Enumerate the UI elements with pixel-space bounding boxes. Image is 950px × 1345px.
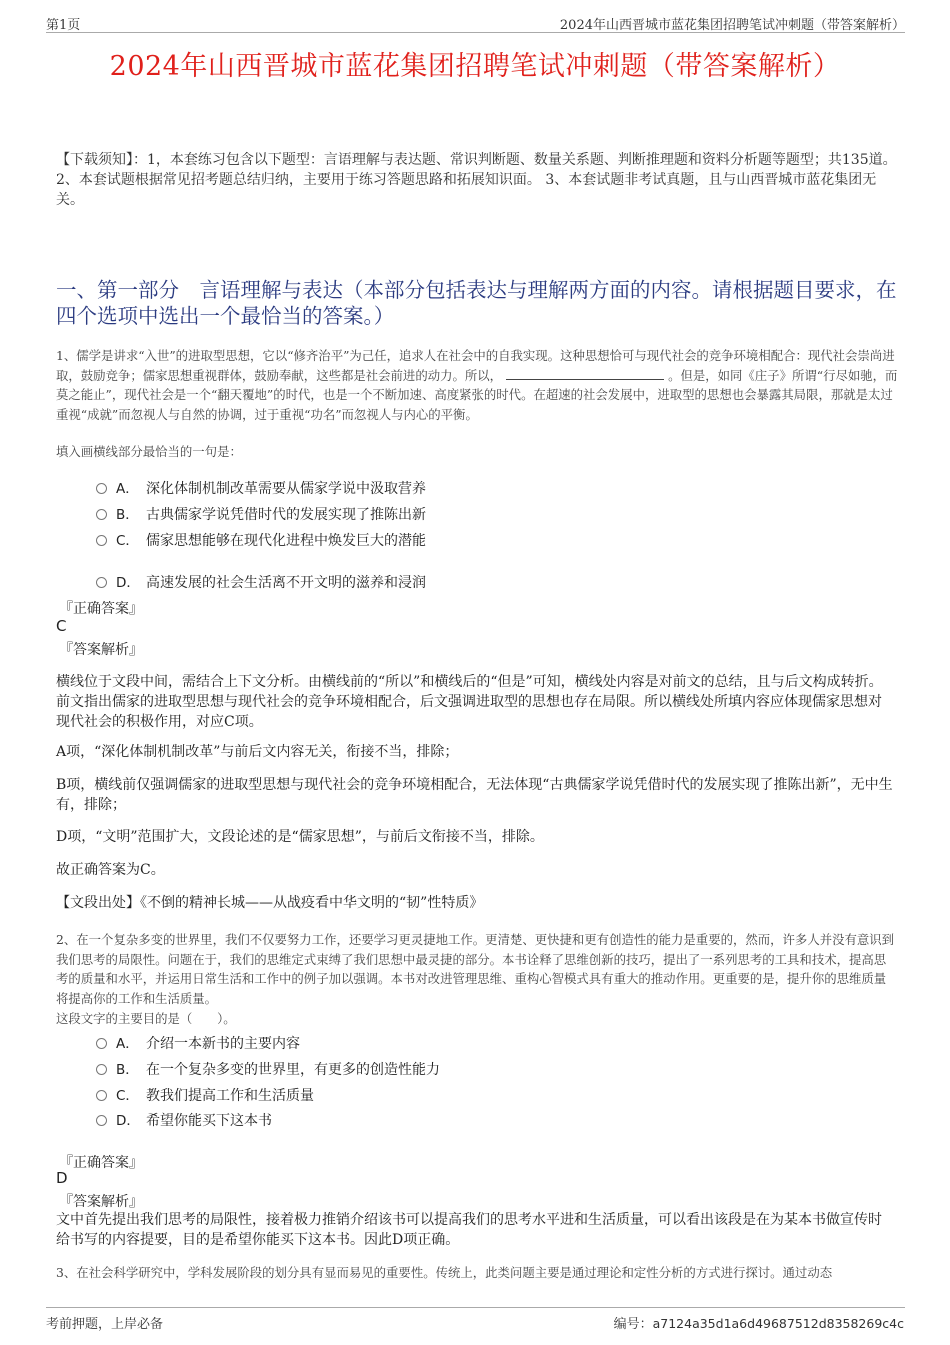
option-letter: B． — [116, 1062, 139, 1078]
question-1-conclusion: 故正确答案为C。 — [56, 862, 165, 878]
header-divider — [46, 32, 905, 33]
option-text: 希望你能买下这本书 — [146, 1113, 272, 1129]
option-text: 深化体制机制改革需要从儒家学说中汲取营养 — [146, 481, 426, 497]
question-3-stem: 3、在社会科学研究中，学科发展阶段的划分具有显而易见的重要性。传统上，此类问题主要是通过理论和定性分析的方式进行探讨。通过动态 — [56, 1265, 833, 1280]
radio-icon[interactable] — [96, 1064, 107, 1075]
question-1-analysis-a: A项，“深化体制机制改革”与前后文内容无关，衔接不当，排除； — [56, 744, 459, 760]
page-number: 第1页 — [46, 18, 81, 33]
option-text: 在一个复杂多变的世界里，有更多的创造性能力 — [146, 1062, 440, 1078]
option-text: 古典儒家学说凭借时代的发展实现了推陈出新 — [146, 507, 426, 523]
analysis-label: 『答案解析』 — [59, 1194, 143, 1210]
footer-divider — [46, 1307, 905, 1308]
radio-icon[interactable] — [96, 483, 107, 494]
question-1-stem — [56, 346, 898, 424]
option-letter: D． — [116, 1113, 140, 1129]
question-1-analysis-b: B项，横线前仅强调儒家的进取型思想与现代社会的竞争环境相配合，无法体现“古典儒家学说凭借时代的发展实现了推陈出新”，无中生有，排除； — [56, 777, 893, 813]
question-2-stem: 2、在一个复杂多变的世界里，我们不仅要努力工作，还要学习更灵捷地工作。更清楚、更快捷和更有创造性的能力是重要的，然而，许多人并没有意识到我们思考的局限性。问题在于，我们的思维定式束缚了我们思想中最灵捷的部分。本书诠释了思维创新的技巧，提出了一系列思考的工具和技术，提高思考的质量和水平，并运用日常生活和工作中的例子加以强调。本书对改进管理思维、重构心智模式具有重大的推动作用。更重要的是，提升你的思维质量将提高你的工作和生活质量。 — [56, 932, 895, 1006]
question-1-stem-part2: 。但是，如同《庄子》所谓“行尽如驰，而莫之能止”，现代社会是一个“翻天覆地”的时代，也是一个不断加速、高度紧张的时代。在超速的社会发展中，进取型的思想也会暴露其局限，那就是太过重视“成就”而忽视人与自然的协调，过于重视“功名”而忽视人与内心的平衡。 — [56, 367, 898, 422]
question-1-option-c[interactable] — [96, 529, 426, 550]
option-text: 介绍一本新书的主要内容 — [146, 1036, 300, 1052]
question-2-analysis: 文中首先提出我们思考的局限性，接着极力推销介绍该书可以提高我们的思考水平进和生活质量，可以看出该段是在为某本书做宣传时给书写的内容提要，目的是希望你能买下这本书。因此D项正确。 — [56, 1212, 882, 1248]
option-letter: D． — [116, 575, 140, 591]
correct-answer-label: 『正确答案』 — [59, 1155, 143, 1171]
radio-icon[interactable] — [96, 1115, 107, 1126]
download-notice: 【下载须知】：1，本套练习包含以下题型：言语理解与表达题、常识判断题、数量关系题、判断推理题和资料分析题等题型；共135道。 2、本套试题根据常见招考题总结归纳，主要用于练习答题思路和拓展知识面。 3、本套试题非考试真题，且与山西晋城市蓝花集团无关。 — [56, 152, 897, 208]
question-1-source: 【文段出处】《不倒的精神长城——从战疫看中华文明的“韧”性特质》 — [56, 895, 484, 911]
question-2-option-d[interactable] — [96, 1109, 272, 1130]
footer-slogan: 考前押题，上岸必备 — [46, 1317, 164, 1332]
question-2-option-b[interactable] — [96, 1058, 440, 1079]
question-1-analysis-d: D项，“文明”范围扩大，文段论述的是“儒家思想”，与前后文衔接不当，排除。 — [56, 829, 544, 845]
option-text: 教我们提高工作和生活质量 — [146, 1088, 314, 1104]
question-1-option-d[interactable] — [96, 571, 426, 592]
question-1-option-b[interactable] — [96, 503, 426, 524]
correct-answer-label: 『正确答案』 — [59, 601, 143, 617]
option-letter: A． — [116, 1036, 139, 1052]
radio-icon[interactable] — [96, 1090, 107, 1101]
option-letter: C． — [116, 533, 139, 549]
option-letter: A． — [116, 481, 139, 497]
analysis-label: 『答案解析』 — [59, 642, 143, 658]
question-2-answer: D — [56, 1169, 68, 1187]
section-heading: 一、第一部分 言语理解与表达（本部分包括表达与理解两方面的内容。请根据题目要求，在四个选项中选出一个最恰当的答案。） — [56, 278, 897, 328]
document-code — [614, 1313, 904, 1332]
option-text: 高速发展的社会生活离不开文明的滋养和浸润 — [146, 575, 426, 591]
question-2-option-c[interactable] — [96, 1084, 314, 1105]
question-2-question: 这段文字的主要目的是（ ）。 — [56, 1011, 236, 1026]
question-2-option-a[interactable] — [96, 1032, 300, 1053]
question-1-answer: C — [56, 617, 67, 635]
question-1-stem-part1: 1、儒学是讲求“入世”的进取型思想，它以“修齐治平”为己任，追求人在社会中的自我实现。这种思想恰可与现代社会的竞争环境相配合：现代社会崇尚进取，鼓励竞争；儒家思想重视群体，鼓励奉献，这些都是社会前进的动力。所以， — [56, 348, 895, 383]
question-1-option-a[interactable] — [96, 477, 426, 498]
radio-icon[interactable] — [96, 509, 107, 520]
code-value: a7124a35d1a6d49687512d8358269c4c — [652, 1316, 904, 1331]
radio-icon[interactable] — [96, 535, 107, 546]
running-title: 2024年山西晋城市蓝花集团招聘笔试冲刺题（带答案解析） — [559, 18, 905, 33]
document-title: 2024年山西晋城市蓝花集团招聘笔试冲刺题（带答案解析） — [109, 51, 841, 82]
radio-icon[interactable] — [96, 1038, 107, 1049]
radio-icon[interactable] — [96, 577, 107, 588]
fill-blank — [506, 367, 664, 380]
question-1-analysis-main: 横线位于文段中间，需结合上下文分析。由横线前的“所以”和横线后的“但是”可知，横线处内容是对前文的总结，且与后文构成转折。前文指出儒家的进取型思想与现代社会的竞争环境相配合，后文强调进取型的思想也存在局限。所以横线处所填内容应体现儒家思想对现代社会的积极作用，对应C项。 — [56, 674, 883, 730]
option-letter: C． — [116, 1088, 139, 1104]
option-letter: B． — [116, 507, 139, 523]
option-text: 儒家思想能够在现代化进程中焕发巨大的潜能 — [146, 533, 426, 549]
question-1-prompt: 填入画横线部分最恰当的一句是： — [56, 444, 242, 459]
code-label: 编号： — [613, 1317, 653, 1332]
